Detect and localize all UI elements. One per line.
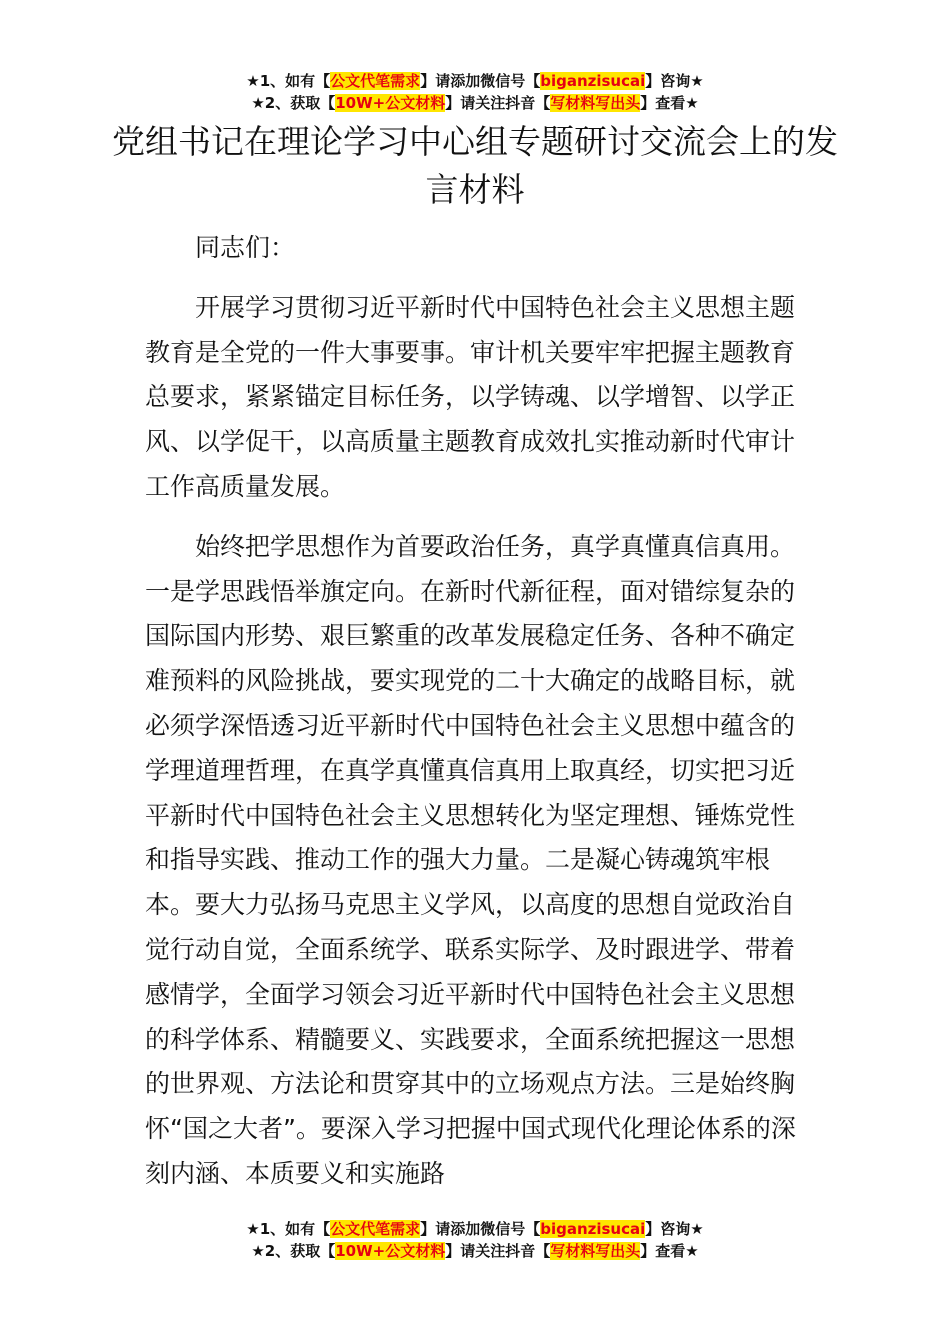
document-body xyxy=(145,226,817,1212)
footer-promo-line-1: ★1、如有【公文代笔需求】请添加微信号【biganzisucai】咨询★ xyxy=(246,1220,704,1238)
document-title: 党组书记在理论学习中心组专题研讨交流会上的发言材料 xyxy=(112,122,838,209)
wechat-id-highlight: biganzisucai xyxy=(540,72,646,90)
materials-highlight: 10W+公文材料 xyxy=(335,1242,446,1260)
paragraph-1: 开展学习贯彻习近平新时代中国特色社会主义思想主题教育是全党的一件大事要事。审计机关要牢牢把握主题教育总要求，紧紧锚定目标任务，以学铸魂、以学增智、以学正风、以学促干，以高质量主题教育成效扎实推动新时代审计工作高质量发展。 xyxy=(145,292,796,501)
wechat-id-highlight: biganzisucai xyxy=(540,1220,646,1238)
greeting: 同志们： xyxy=(195,233,296,262)
douyin-account-highlight: 写材料写出头 xyxy=(550,1242,641,1260)
materials-highlight: 10W+公文材料 xyxy=(335,94,446,112)
footer-promo xyxy=(0,1218,950,1262)
header-promo xyxy=(0,70,950,114)
footer-promo-line-2: ★2、获取【10W+公文材料】请关注抖音【写材料写出头】查看★ xyxy=(251,1242,699,1260)
header-promo-line-2: ★2、获取【10W+公文材料】请关注抖音【写材料写出头】查看★ xyxy=(251,94,699,112)
douyin-account-highlight: 写材料写出头 xyxy=(550,94,641,112)
wechat-service-highlight: 公文代笔需求 xyxy=(330,72,421,90)
paragraph-2: 始终把学思想作为首要政治任务，真学真懂真信真用。一是学思践悟举旗定向。在新时代新征程，面对错综复杂的国际国内形势、艰巨繁重的改革发展稳定任务、各种不确定难预料的风险挑战，要实现党的二十大确定的战略目标，就必须学深悟透习近平新时代中国特色社会主义思想中蕴含的学理道理哲理，在真学真懂真信真用上取真经，切实把习近平新时代中国特色社会主义思想转化为坚定理想、锤炼党性和指导实践、推动工作的强大力量。二是凝心铸魂筑牢根本。要大力弘扬马克思主义学风，以高度的思想自觉政治自觉行动自觉，全面系统学、联系实际学、及时跟进学、带着感情学，全面学习领会习近平新时代中国特色社会主义思想的科学体系、精髓要义、实践要求，全面系统把握这一思想的世界观、方法论和贯穿其中的立场观点方法。三是始终胸怀“国之大者”。要深入学习把握中国式现代化理论体系的深刻内涵、本质要义和实施路 xyxy=(145,531,796,1188)
wechat-service-highlight: 公文代笔需求 xyxy=(330,1220,421,1238)
header-promo-line-1: ★1、如有【公文代笔需求】请添加微信号【biganzisucai】咨询★ xyxy=(246,72,704,90)
